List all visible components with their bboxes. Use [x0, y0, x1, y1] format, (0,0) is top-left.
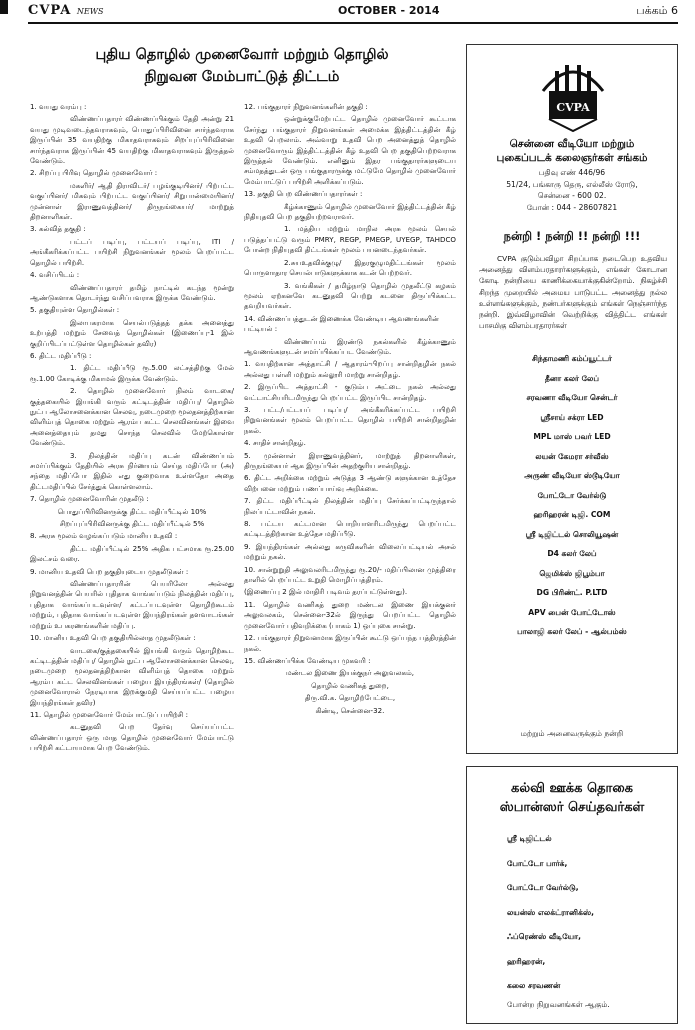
- advertiser-item: ஹரிஹரன் டிஜி. COM: [533, 510, 611, 519]
- newsletter-logo: [28, 3, 103, 18]
- section-heading: 9. மானிய உதவி பெற தகுதியுடைய முதலீடுகள் :: [30, 566, 189, 576]
- section-heading: 6. திட்ட மதிப்பீடு :: [30, 350, 92, 360]
- paragraph: 9. இயந்திரங்கள் அல்லது கருவிகளின் விலைப்பட்டியல் அசல் மற்றும் நகல்.: [244, 541, 456, 562]
- registration-number: பதிவு எண் 446/96: [538, 168, 606, 177]
- page-header: [28, 3, 678, 23]
- scholarship-title-line2: ஸ்பான்ஸர் செய்தவர்கள்: [499, 800, 645, 815]
- paragraph: விண்ணப்பம் இரண்டு நகல்களில் கீழ்க்காணும் ஆவணங்களுடன் சமர்ப்பிக்கப்பட வேண்டும்.: [244, 336, 456, 356]
- association-address: [467, 167, 677, 213]
- advertiser-item: ஸ்ரீசாய் சக்ரா LED: [540, 412, 604, 422]
- paragraph: 1. திட்ட மதிப்பீடு ரூ.5.00 லட்சத்திற்கு மேல் ரூ.1.00 கோடிக்கு மிகாமல் இருக்க வேண்டும்.: [30, 363, 234, 383]
- scholarship-sponsor-item: ஃப்ரெண்ஸ் வீடியோ,: [507, 932, 581, 941]
- section-heading: (இணைப்பு 2 இல் மாதிரி படிவம் தரப்பட்டுள்ளது).: [244, 587, 408, 597]
- section-heading: 5. தகுதியுள்ள தொழில்கள் :: [30, 305, 120, 315]
- advertiser-item: D4 கலர் லேப்: [547, 549, 597, 558]
- scholarship-closing-text: போன்ற நிறுவனங்கள் ஆகும்.: [507, 999, 610, 1009]
- paragraph: கிண்டி, சென்னை-32.: [315, 705, 385, 715]
- paragraph: 2. இருப்பிட அத்தாட்சி - குடும்ப அட்டை நகல் அல்லது வட்டாட்சியரிடமிருந்து பெறப்பட்ட இருப்பிட சான்றிதழ்.: [244, 382, 456, 402]
- section-heading: 4. வசிப்பிடம் :: [30, 270, 80, 280]
- paragraph: விண்ணப்பதாரர் தமிழ் நாட்டில் கடந்த மூன்று ஆண்டுகளாக தொடர்ந்து வசிப்பவராக இருக்க வேண்டும்.: [30, 282, 234, 302]
- advertiser-item: ஜெமிக்ஸ் ஜிபூம்பா: [539, 568, 605, 578]
- advertiser-item: பாலாஜி கலர் லேப் - ஆல்பம்ஸ்: [517, 627, 627, 636]
- thanks-everyone: மற்றும் அனைவருக்கும் நன்றி: [520, 729, 624, 738]
- advertiser-item: சரவணா வீடியோ சென்டர்: [526, 393, 618, 402]
- scholarship-sponsors-box: [466, 766, 678, 1024]
- advertiser-item: தீனா கலர் லேப்: [544, 373, 600, 383]
- paragraph: 6. திட்ட அறிக்கை மற்றும் அடுத்த 3 ஆண்டு களுக்கான உத்தேச விற்பனை மற்றும் பணப்பாய்வு அறிக்கை.: [244, 473, 456, 493]
- section-heading: 2. சிறப்பு பிரிவு தொழில் முனைவோர் :: [30, 168, 158, 178]
- paragraph: 12. பங்குதாரர் நிறுவனமாக இருப்பின் கூட்டு ஒப்பந்த பத்திரத்தின் நகல்.: [244, 633, 456, 653]
- section-heading: 8. அரசு மூலம் வழங்கப்படும் மானிய உதவி :: [30, 531, 178, 541]
- scholarship-sponsor-item: ஹரிஹரன்,: [507, 956, 546, 966]
- advertiser-item: லயன் கேமரா சர்வீஸ்: [535, 451, 609, 461]
- advertiser-list: [467, 349, 677, 642]
- phone-number: போன் : 044 - 28607821: [526, 202, 618, 212]
- paragraph: 2.சுயஉதவிக்குழு/ இதரகுழுமதிட்டங்கள் மூலம் பொருளாதார செயல்பாடுகளுக்காக கடன் பெற்றவர்.: [244, 257, 456, 278]
- scholarship-sponsor-item: போட்டோ பார்க்,: [507, 858, 568, 868]
- article-title-line2: நிறுவன மேம்பாட்டுத் திட்டம்: [144, 69, 340, 85]
- cvpa-emblem-icon: [539, 51, 607, 133]
- paragraph: 3. நிலத்தின் மதிப்பு கடன் விண்ணப்பம் சமர்ப்பிக்கும் தேதியில் அரசு நிர்ணயம் செய்த மதிப்போ (அ) சந்தை மதிப்போ இதில் எது குறைவாக உள்ளதோ அதை திட்டமதிப்பில் சேர்த்துக் கொள்ளலாம்.: [30, 450, 234, 491]
- thanks-heading: நன்றி ! நன்றி !! நன்றி !!!: [503, 229, 641, 243]
- advertiser-item: போட்டோ வேர்ல்டு: [537, 490, 607, 500]
- scholarship-sponsor-list: [507, 827, 675, 1010]
- paragraph: 5. முன்னாள் இராணுவத்தினர், மாற்றுத் திறனாளிகள், திருநங்கையர் ஆக இருப்பின் அதற்குரிய சான்றிதழ்.: [244, 450, 456, 470]
- scholarship-sponsor-item: லயன்ஸ் எலக்ட்ரானிக்ஸ்,: [507, 907, 594, 917]
- section-heading: 15. விண்ணப்பிக்க வேண்டிய முகவரி :: [244, 655, 371, 665]
- advertiser-item: MPL மாஸ் பவர் LED: [533, 432, 611, 441]
- paragraph: 2. தொழில் முனைவோர் நிலம் வாடகை/ குத்தகையில் இயங்கி வரும் கட்டிடத்தின் மதிப்பு/ தொழில் நுட்ப ஆலோசனைக்கான செலவு, நடைமுறை மூலதனத்திற்கான விளிம்புத் தொகை மற்றும் ஆரம்ப கட்ட செலவினங்கள் இவை அனைத்தையும் தமது சொந்த செலவில் மேற்கொள்ள வேண்டும்.: [30, 386, 234, 448]
- paragraph: 8. பட்டய கட்டமான பொறியாளரிடமிருந்து பெறப்பட்ட கட்டிடத்திற்கான உத்தேச மதிப்பீடு.: [244, 519, 456, 539]
- scholarship-sponsors-title: [467, 779, 677, 817]
- section-heading: 13. தகுதி பெற விண்ணப்பதாரர்கள் :: [244, 189, 363, 199]
- section-heading: 12. பங்குதாரர் நிறுவனங்களின் தகுதி :: [244, 102, 368, 111]
- scholarship-sponsor-item: கலை சரவணன்: [507, 981, 561, 990]
- association-thanks-box: [466, 44, 678, 754]
- paragraph: விண்ணப்பதாரரின் பெயரிலோ அல்லது நிறுவனத்தின் பெயரில் புதிதாக வாங்கப்படும் நிலத்தின் மதிப்பு, புதிதாக வாங்கப்படவுள்ள/ கட்டப்படவுள்ள தொழிற்கூடம் மற்றும், புதிதாக வாங்கப்படவுள்ள இயந்திரங்கள் தளவாடங்கள் மற்றும் உபகரணங்களின் மதிப்பு.: [30, 579, 234, 630]
- logo-main: CVPA: [28, 3, 72, 18]
- city-pin: சென்னை - 600 02.: [537, 191, 607, 200]
- paragraph: திட்ட மதிப்பீட்டில் 25% அதிக பட்சமாக ரூ.25.00 இலட்சம் வரை.: [30, 543, 234, 564]
- section-heading: 14. விண்ணப்பத்துடன் இணைக்க வேண்டிய ஆவணங்களின் பட்டியல் :: [244, 313, 439, 334]
- scholarship-sponsor-item: ஸ்ரீ டிஜிட்டல்: [507, 834, 552, 843]
- association-name-line2: புகைப்படக் கலைஞர்கள் சங்கம்: [496, 152, 648, 164]
- scholarship-title-line1: கல்வி ஊக்க தொகை: [511, 781, 633, 796]
- advertiser-item: அருண் வீடியோ ஸ்டூடியோ: [524, 471, 620, 480]
- paragraph: விண்ணப்பதாரர் விண்ணப்பிக்கும் தேதி அன்று 21 வயது முடிவடைந்தவராகவும், பொதுப்பிரிவினை சார்ந்தவராக இருப்பின் 35 வயதிற்கு மிகாதவராகவும் சிறப்புப்பிரிவினை சார்ந்தவராக இருப்பின் 45 வயதிற்கு மிகாதவராகவும் இருத்தல் வேண்டும்.: [30, 114, 234, 166]
- paragraph: 3. பட்ட/பட்டயப் படிப்பு/ அங்கீகரிக்கப்பட்ட பயிற்சி நிறுவனங்கள் மூலம் பெறப்பட்ட தொழில் பயிற்சி சான்றிதழின் நகல்.: [244, 404, 456, 435]
- page-corner-mark: [0, 0, 8, 14]
- page-number: பக்கம் 6: [636, 4, 678, 17]
- section-heading: 3. கல்வித் தகுதி :: [30, 224, 86, 234]
- section-heading: 1. வயது வரம்பு :: [30, 102, 87, 111]
- article-title-line1: புதிய தொழில் முனைவோர் மற்றும் தொழில்: [95, 47, 389, 63]
- advertiser-item: APV பைன் போட்டோஸ்: [528, 607, 616, 617]
- article-title: [28, 44, 456, 88]
- association-name: [467, 137, 677, 165]
- cvpa-emblem-text: CVPA: [556, 101, 590, 114]
- section-heading: 10. மானிய உதவி பெற தகுதியில்லாத முதலீடுகள் :: [30, 633, 196, 643]
- paragraph: கீழ்க்காணும் தொழில் முனைவோர் இத்திட்டத்தின் கீழ் நிதியுதவி பெற தகுதியற்றவராவர்.: [244, 201, 456, 222]
- scholarship-sponsor-item: போட்டோ வேர்ல்டு,: [507, 883, 579, 892]
- street-address: 51/24, பங்காரு தெரு, எல்லீஸ் ரோடு,: [506, 179, 638, 189]
- paragraph: இலாபகரமாக செயல்படுத்தத் தக்க அனைத்து உற்பத்தி மற்றும் சேவைத் தொழில்கள் (இணைப்பு-1 இல் குறிப்பிடப்பட்டுள்ள தொழில்கள் தவிர): [30, 317, 234, 348]
- paragraph: திரு.வி.க. தொழிற்பேட்டை,: [304, 693, 396, 703]
- header-rule: [28, 22, 678, 24]
- article-column-left: [30, 102, 234, 756]
- paragraph: பொதுப்பிரிவினருக்கு திட்ட மதிப்பீட்டில் 10%: [57, 506, 207, 516]
- paragraph: மண்டல இணை இயக்குநர் அலுவலகம்,: [285, 668, 415, 678]
- paragraph: கடனுதவி பெற தேர்வு செய்யப்பட்ட விண்ணப்பதாரர் ஒரு மாத தொழில் முனைவோர் மேம்பாட்டு பயிற்சி கட்டாயமாக பெற வேண்டும்.: [30, 722, 234, 753]
- paragraph: 11. தொழில் வணிகத் துறை மண்டல இணை இயக்குனர் அலுவலகம், சென்னை-32ல் இருந்து பெறப்பட்ட தொழில் முனைவோர் பதிவறிக்கை (பாகம் 1) ஒப்புகை சான்று.: [244, 599, 456, 630]
- article-column-right: [244, 102, 456, 718]
- paragraph: வாடகை/குத்தகையில் இயங்கி வரும் தொழிற்கூட கட்டிடத்தின் மதிப்பு/ தொழில் நுட்ப ஆலோசனைக்கான செலவு, நடைமுறை மூலதனத்திற்கான விளிம்புத் தொகை மற்றும் ஆரம்ப கட்ட செலவினங்கள் பழைய இயந்திரங்கள்/ (தொழில் முனைவோரால் நேரடியாக இறக்குமதி செய்யப்பட்ட பழைய இயந்திரங்கள் தவிர): [30, 645, 234, 707]
- section-heading: 7. தொழில் முனைவோரின் முதலீடு :: [30, 494, 149, 504]
- paragraph: மகளிர்/ ஆதி திராவிடர்/ பழங்குடியினர்/ பிற்பட்ட வகுப்பினர்/ மிகவும் பிற்பட்ட வகுப்பினர்/ சிறுபான்மையினர்/ முன்னாள் இராணுவத்தினர்/ திருநங்கையர்/ மாற்றுத் திறனாளிகள்.: [30, 180, 234, 222]
- paragraph: 1. வயதிற்கான அத்தாட்சி / ஆதாரம்-பிறப்பு சான்றிதழின் நகல் அல்லது பள்ளி மற்றும் கல்லூரி மாற்று சான்றிதழ்.: [244, 359, 456, 379]
- advertiser-item: சிந்தாமணி கம்ப்யூட்டர்: [532, 354, 612, 363]
- paragraph: தொழில் வணிகத் துறை,: [311, 680, 389, 690]
- paragraph: சிறப்புப்பிரிவினருக்கு திட்ட மதிப்பீட்டில் 5%: [59, 519, 205, 529]
- paragraph: 1. மத்திய மற்றும் மாநில அரசு மூலம் செயல் படுத்தப்பட்டு வரும் PMRY, REGP, PMEGP, UYEGP, TAHDCO போன்ற நிதியுதவி திட்டங்கள் மூலம் பயனடைந்தவர்கள்.: [244, 224, 456, 255]
- paragraph: 10. சான்றுறுதி அலுவலரிடமிருந்து ரூ.20/- மதிப்பிலான முத்திரை தாளில் பெறப்பட்ட உறுதி மொழிப்பத்திரம்.: [244, 564, 456, 585]
- logo-sub: NEWS: [76, 7, 104, 16]
- advertiser-item: ஸ்ரீ டிஜிட்டல் சொலியூஷன்: [525, 529, 619, 539]
- paragraph: 4. சாதிச் சான்றிதழ்.: [244, 438, 306, 448]
- advertiser-item: DG பிரிண்ட். P.LTD: [536, 588, 608, 597]
- thanks-message: CVPA குடும்பவிழா சிறப்பாக நடைபெற உதவிய அனைத்து விளம்பரதாரர்களுக்கும், எங்கள் கோடான கோடி நன்றியை காணிக்கையாக்குகின்றோம். நிகழ்ச்சி சிறந்த முறையில் அமைய பாடுபட்ட அனைத்து நல்ல உள்ளங்களுக்கும், நண்பர்களுக்கும் எங்கள் நெஞ்சார்ந்த நன்றி. இவ்விழாவின் வெற்றிக்கு வித்திட்ட எங்கள் பாசமிகு விளம்பரதாரர்கள்: [479, 254, 667, 331]
- issue-month: OCTOBER - 2014: [338, 4, 440, 17]
- association-name-line1: சென்னை வீடியோ மற்றும்: [509, 138, 635, 150]
- paragraph: 3. வங்கிகள் / தமிழ்நாடு தொழில் முதலீட்டு கழகம் மூலம் ஏற்கனவே கடனுதவி பெற்று கடனை திருப்பிக்கட்ட தவறியவர்கள்.: [244, 280, 456, 311]
- paragraph: ஒன்றுக்குமேற்பட்ட தொழில் முனைவோர் கூட்டாக சேர்ந்து பங்குதாரர் நிறுவனங்கள் அமைக்க இத்திட்டத்தின் கீழ் உதவி பெறலாம். அவ்வாறு உதவி பெற அனைத்துத் தொழில் முனைவோரும் இத்திட்டத்தின் கீழ் உதவி பெற தகுதிபெற்றவராக இருத்தல் வேண்டும். எனினும் இதர பங்குதாரர்களுடைய சம்மதத்துடன் ஒரு பங்குதாரருக்கு மட்டுமே தொழில் முனைவோர் மேம்பாட்டுப் பயிற்சி அளிக்கப்படும்.: [244, 114, 456, 186]
- section-heading: 11. தொழில் முனைவோர் மேம்பாட்டுப் பயிற்சி :: [30, 709, 189, 719]
- paragraph: 7. திட்ட மதிப்பீட்டில் நிலத்தின் மதிப்பு சேர்க்கப்பட்டிருந்தால் நிலப்பட்டாவின் நகல்.: [244, 496, 456, 516]
- paragraph: பட்டப் படிப்பு, பட்டயப் படிப்பு, ITI / அங்கீகரிக்கப்பட்ட பயிற்சி நிறுவனங்கள் மூலம் பெறப்பட்ட தொழில் பயிற்சி.: [30, 236, 234, 267]
